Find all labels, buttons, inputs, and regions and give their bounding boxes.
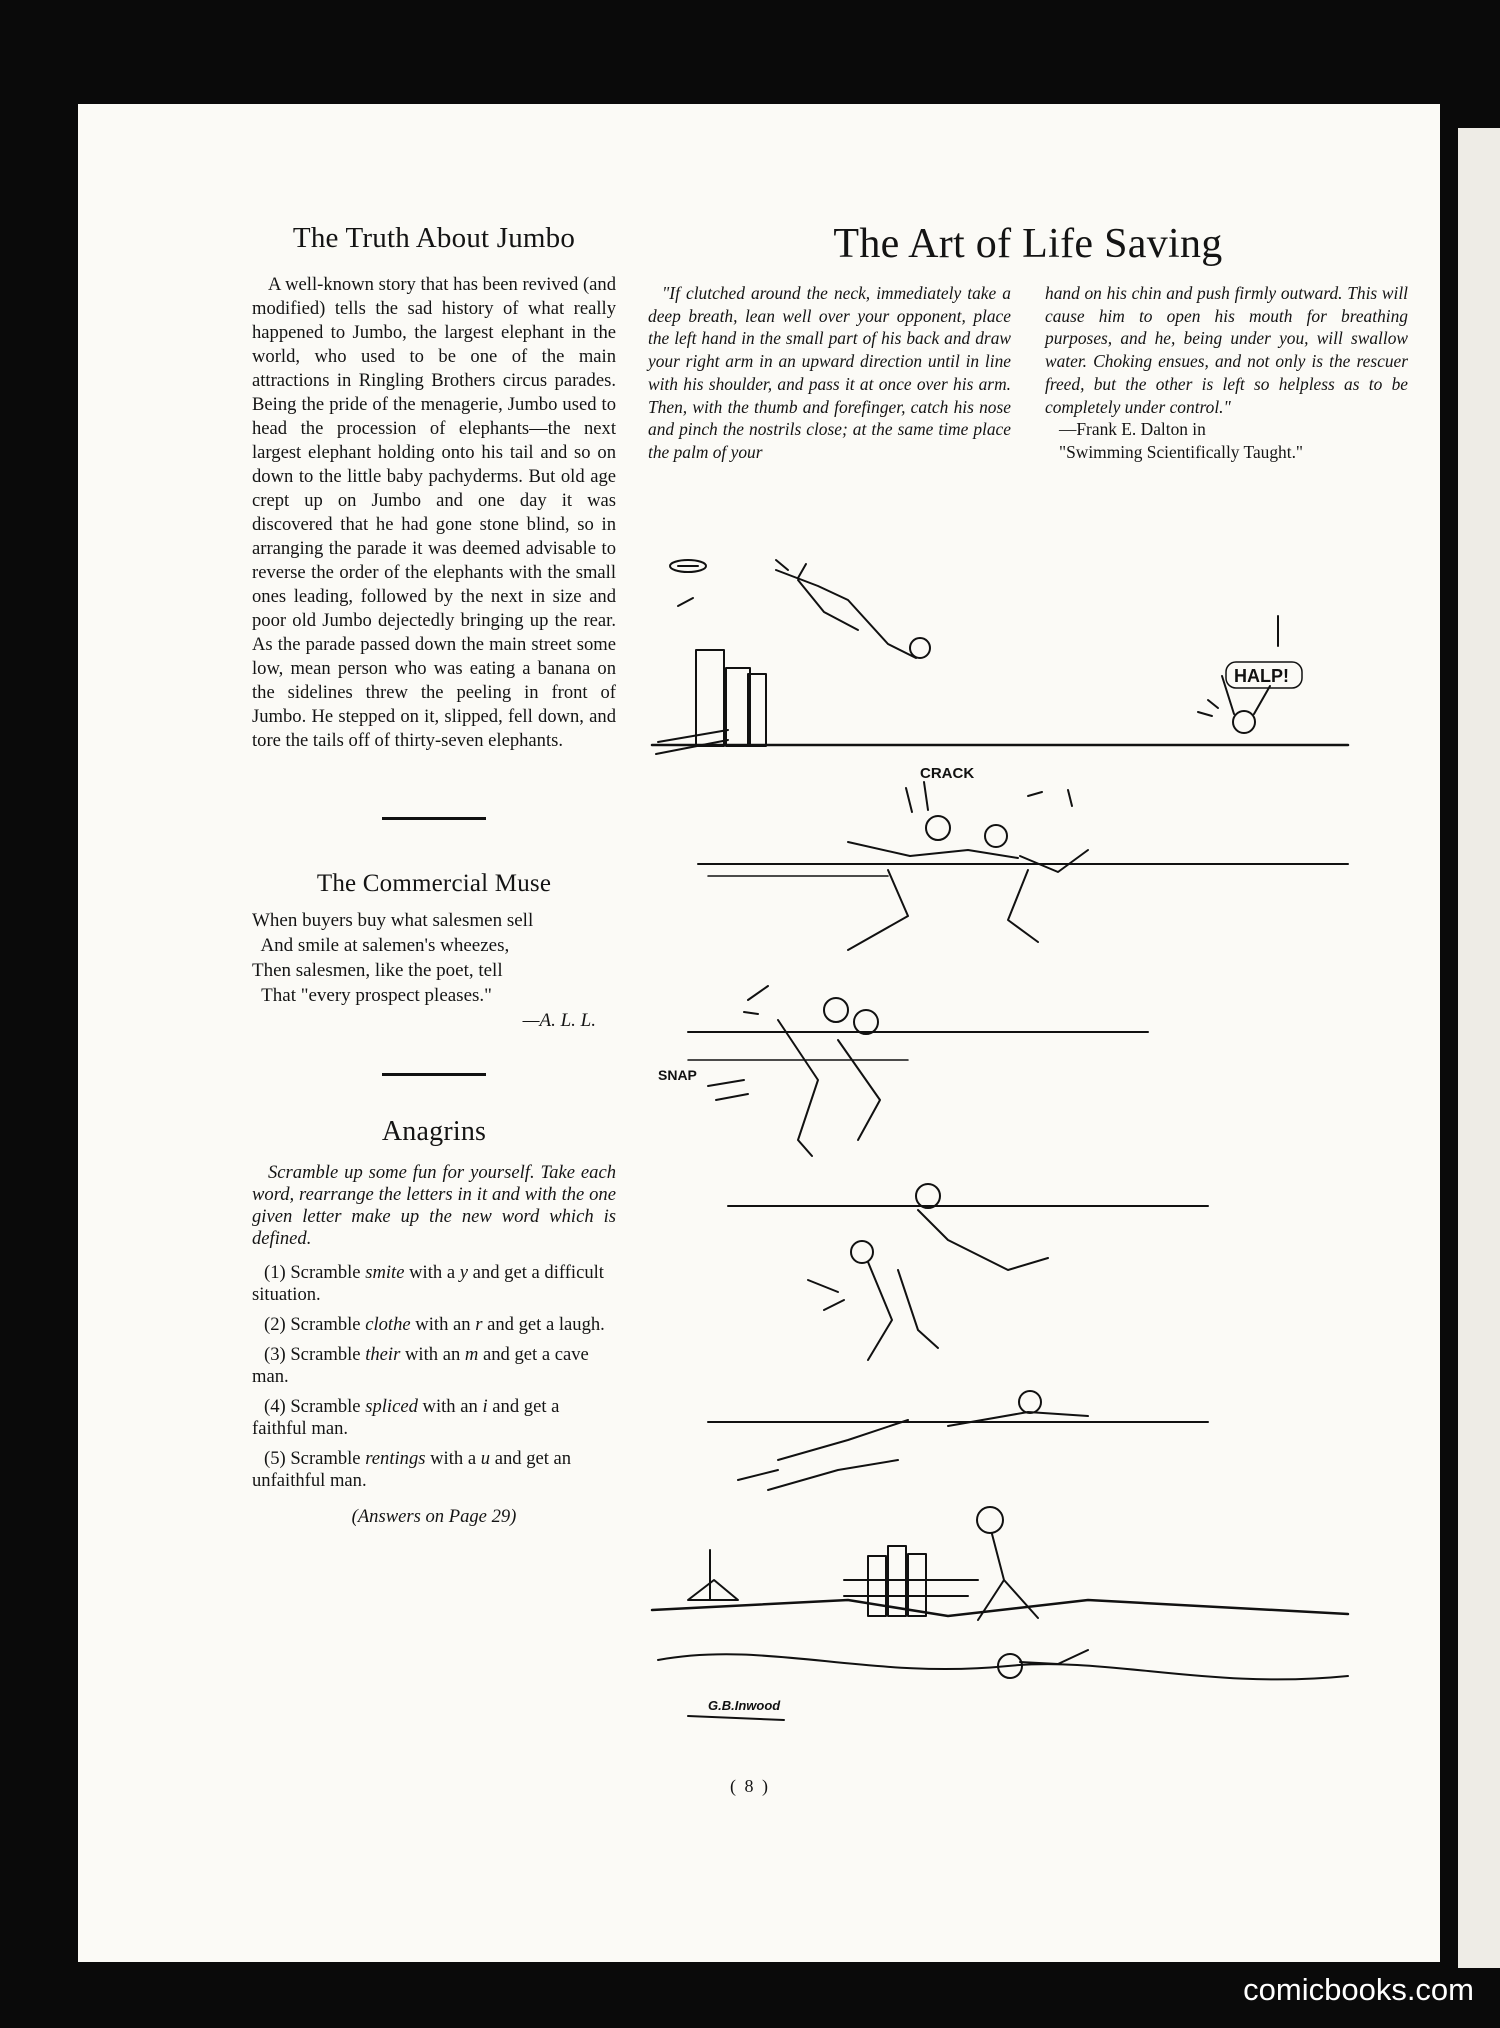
- attribution-line-1: —Frank E. Dalton in: [1059, 419, 1206, 440]
- anagram-number: (1): [264, 1262, 286, 1283]
- anagram-prefix: Scramble: [290, 1314, 366, 1335]
- sfx-snap: SNAP: [658, 1067, 697, 1083]
- attribution-line-2: "Swimming Scientifically Taught.": [1059, 441, 1304, 462]
- quote-col-2: [1045, 282, 1408, 464]
- anagram-word: clothe: [365, 1314, 411, 1335]
- poem-line: And smile at salemen's wheezes,: [252, 935, 510, 956]
- left-column: [252, 222, 616, 1528]
- anagrins-intro: Scramble up some fun for yourself. Take each word, rearrange the letters in it and with the one given letter make up the new word which is defined.: [252, 1162, 616, 1249]
- poem-line: When buyers buy what salesmen sell: [252, 910, 534, 931]
- anagram-number: (2): [264, 1314, 286, 1335]
- watermark: comicbooks.com: [1243, 1972, 1474, 2007]
- anagram-letter: u: [480, 1448, 491, 1469]
- panel-tow: [708, 1391, 1208, 1490]
- anagram-word: rentings: [365, 1448, 426, 1469]
- anagram-letter: m: [464, 1344, 479, 1365]
- anagram-item: [252, 1344, 616, 1388]
- anagram-definition: and get an unfaithful man.: [252, 1448, 572, 1491]
- section-divider: [382, 1073, 486, 1076]
- quote-col-1: "If clutched around the neck, immediately take a deep breath, lean well over your opponent, place the left hand in the small part of his back and draw your right arm in an upward direction until in line with his shoulder, and pass it at once over his arm. Then, with the thumb and forefinger, catch his nose and pinch the nostrils close; at the same time place the palm of your: [648, 283, 1011, 462]
- section-divider: [382, 817, 486, 820]
- muse-title: The Commercial Muse: [316, 870, 552, 897]
- anagram-prefix: Scramble: [290, 1448, 366, 1469]
- sfx-halp: HALP!: [1234, 666, 1289, 686]
- poem-line: Then salesmen, like the poet, tell: [252, 960, 503, 981]
- anagram-mid: with a: [425, 1448, 481, 1469]
- muse-poem: [252, 908, 616, 1033]
- panel-rescue-grip: [728, 1184, 1208, 1360]
- panel-shore: [652, 1507, 1348, 1720]
- anagram-number: (3): [264, 1344, 286, 1365]
- poem-author: —A. L. L.: [522, 1010, 596, 1031]
- anagram-item: [252, 1314, 616, 1336]
- anagram-word: smite: [365, 1262, 405, 1283]
- anagram-letter: y: [459, 1262, 468, 1283]
- anagram-definition: and get a cave man.: [252, 1344, 589, 1387]
- anagram-item: [252, 1396, 616, 1440]
- anagram-prefix: Scramble: [290, 1262, 366, 1283]
- anagram-number: (4): [264, 1396, 286, 1417]
- quote-columns: [648, 282, 1408, 464]
- anagram-definition: and get a faithful man.: [252, 1396, 560, 1439]
- lifesaving-title: The Art of Life Saving: [833, 221, 1223, 267]
- sfx-crack: CRACK: [920, 765, 975, 782]
- jumbo-story: A well-known story that has been revived (and modified) tells the sad history of what really happened to Jumbo, the largest elephant in the world, who used to be one of the main attractions in Ringling Brothers circus parades. Being the pride of the menagerie, Jumbo used to head the procession of elephants—the next largest elephant holding onto his tail and so on down to the little baby pachyderms. But old age crept up on Jumbo and one day it was discovered that he had gone stone blind, so in arranging the parade it was deemed advisable to reverse the order of the elephants with the small ones leading, followed by the next in size and poor old Jumbo dejectedly bringing up the rear. As the parade passed down the main street some low, mean person who was eating a banana on the sidelines threw the peeling in front of Jumbo. He stepped on it, slipped, fell down, and tore the tails off of thirty-seven elephants.: [252, 274, 616, 751]
- anagram-definition: and get a laugh.: [482, 1314, 605, 1335]
- anagram-word: spliced: [365, 1396, 418, 1417]
- anagram-definition: and get a difficult situation.: [252, 1262, 604, 1305]
- anagram-prefix: Scramble: [290, 1396, 366, 1417]
- anagram-item: [252, 1448, 616, 1492]
- anagram-mid: with a: [404, 1262, 460, 1283]
- right-column: [648, 220, 1408, 464]
- poem-line: That "every prospect pleases.": [252, 985, 492, 1006]
- anagram-number: (5): [264, 1448, 286, 1469]
- anagram-mid: with an: [410, 1314, 476, 1335]
- life-saving-cartoon: [648, 540, 1388, 1770]
- panel-dive: [652, 560, 1348, 754]
- anagram-word: their: [365, 1344, 401, 1365]
- quote-col-2-text: hand on his chin and push firmly outward. This will cause him to open his mouth for breathing purposes, and he, being under you, will swallow water. Choking ensues, and not only is the rescuer freed, but the other is left so helpless as to be completely under control.": [1045, 283, 1408, 417]
- anagram-prefix: Scramble: [290, 1344, 366, 1365]
- anagram-item: [252, 1262, 616, 1306]
- anagram-mid: with an: [417, 1396, 483, 1417]
- anagram-letter: i: [482, 1396, 488, 1417]
- answers-note: (Answers on Page 29): [351, 1506, 517, 1527]
- anagram-letter: r: [475, 1314, 483, 1335]
- artist-signature: G.B.Inwood: [708, 1698, 781, 1713]
- next-page-edge: [1458, 128, 1500, 1968]
- anagram-mid: with an: [400, 1344, 465, 1365]
- panel-snap: [688, 986, 1148, 1156]
- anagram-list: [252, 1262, 616, 1492]
- jumbo-title: The Truth About Jumbo: [292, 222, 576, 254]
- page-number: ( 8 ): [730, 1776, 770, 1796]
- anagrins-title: Anagrins: [381, 1116, 487, 1147]
- panel-crack: [698, 782, 1348, 950]
